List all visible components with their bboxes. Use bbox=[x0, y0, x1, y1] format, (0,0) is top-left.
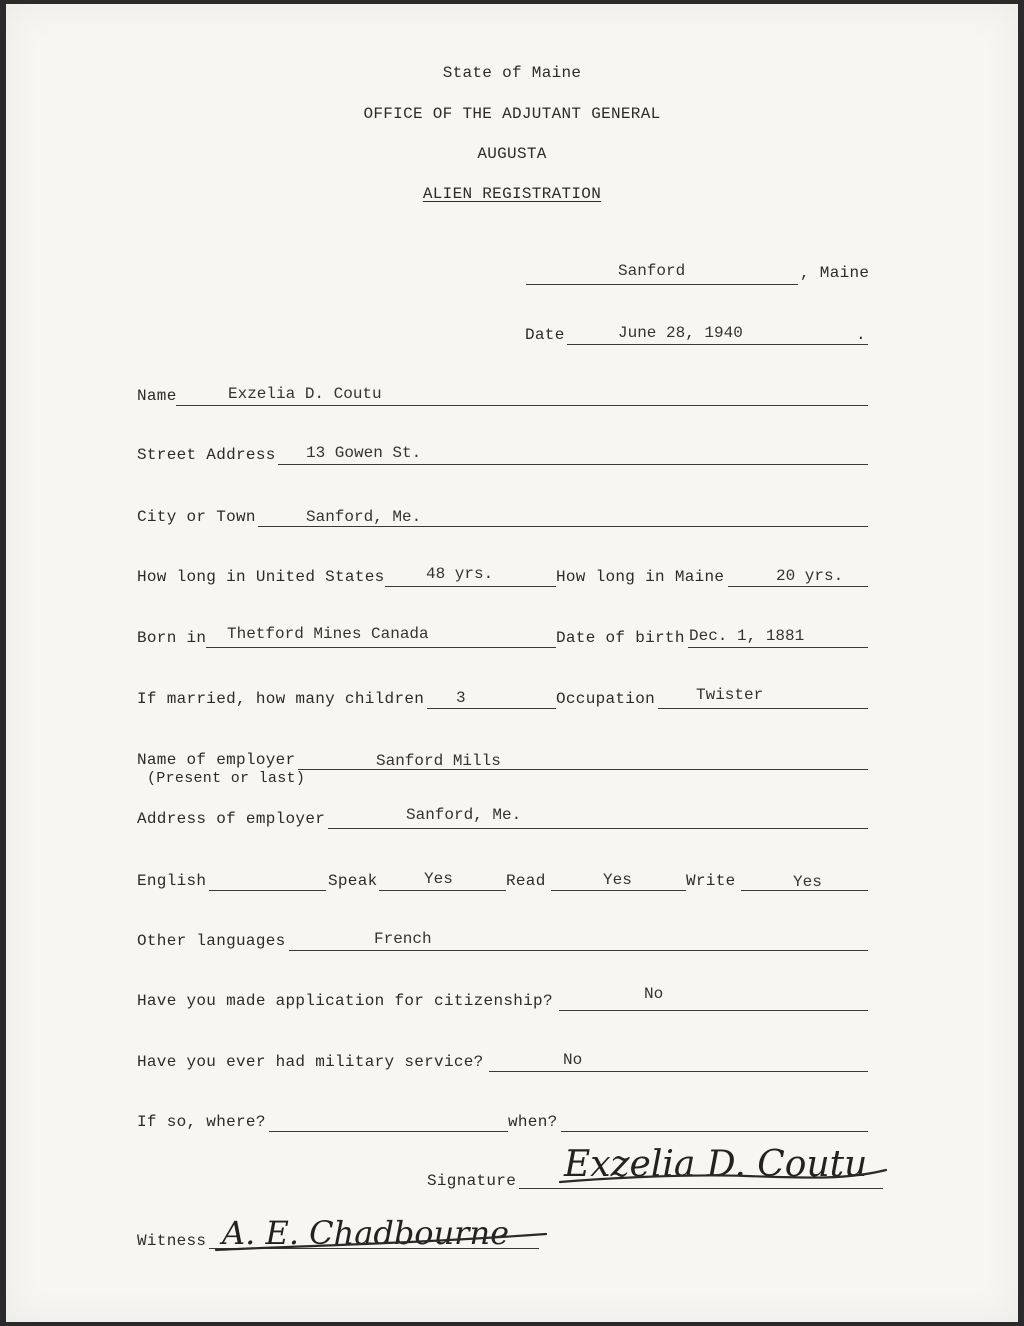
citizenship-value: No bbox=[644, 985, 664, 1003]
employer-value: Sanford Mills bbox=[376, 752, 501, 770]
maine-years-line bbox=[728, 586, 868, 587]
employer-address-line bbox=[328, 828, 868, 829]
date-end: . bbox=[856, 326, 866, 344]
born-value: Thetford Mines Canada bbox=[227, 625, 429, 643]
street-value: 13 Gowen St. bbox=[306, 444, 422, 462]
signature-handwriting-text: Exzelia D. Coutu bbox=[564, 1144, 868, 1185]
witness-handwriting bbox=[206, 1196, 566, 1266]
citizenship-label: Have you made application for citizenship? bbox=[137, 992, 553, 1010]
header-state: State of Maine bbox=[442, 64, 582, 82]
other-languages-value: French bbox=[374, 930, 432, 948]
english-label: English bbox=[137, 872, 207, 890]
place-line bbox=[526, 284, 798, 285]
witness-label: Witness bbox=[137, 1232, 207, 1250]
military-label: Have you ever had military service? bbox=[137, 1053, 484, 1071]
city-value: Sanford, Me. bbox=[306, 508, 422, 526]
employer-label: Name of employer bbox=[137, 751, 296, 769]
dob-label: Date of birth bbox=[556, 629, 685, 647]
write-value: Yes bbox=[793, 873, 822, 891]
street-label: Street Address bbox=[137, 446, 276, 464]
maine-years-value: 20 yrs. bbox=[776, 567, 844, 585]
citizenship-line bbox=[559, 1010, 868, 1011]
header-city: AUGUSTA bbox=[477, 145, 547, 163]
military-value: No bbox=[563, 1051, 583, 1069]
other-languages-line bbox=[289, 950, 868, 951]
date-line bbox=[567, 344, 868, 345]
witness-handwriting-text: A. E. Chadbourne bbox=[222, 1214, 510, 1252]
employer-address-label: Address of employer bbox=[137, 810, 326, 828]
us-years-label: How long in United States bbox=[137, 568, 385, 586]
name-value: Exzelia D. Coutu bbox=[228, 385, 382, 403]
occupation-value: Twister bbox=[696, 686, 764, 704]
dob-value: Dec. 1, 1881 bbox=[689, 627, 805, 645]
dob-line bbox=[688, 647, 868, 648]
form-title: ALIEN REGISTRATION bbox=[422, 185, 602, 203]
read-line bbox=[551, 890, 686, 891]
city-line bbox=[258, 526, 868, 527]
military-line bbox=[489, 1071, 868, 1072]
read-value: Yes bbox=[603, 871, 632, 889]
read-label: Read bbox=[506, 872, 546, 890]
speak-value: Yes bbox=[424, 870, 453, 888]
children-line bbox=[427, 708, 556, 709]
date-value: June 28, 1940 bbox=[618, 324, 743, 342]
occupation-label: Occupation bbox=[556, 690, 656, 708]
signature-label: Signature bbox=[427, 1172, 517, 1190]
us-years-value: 48 yrs. bbox=[426, 565, 494, 583]
occupation-line bbox=[658, 708, 868, 709]
where-label: If so, where? bbox=[137, 1113, 266, 1131]
employer-address-value: Sanford, Me. bbox=[406, 806, 522, 824]
employer-sublabel: (Present or last) bbox=[147, 770, 306, 787]
speak-label: Speak bbox=[328, 872, 378, 890]
speak-line bbox=[379, 890, 506, 891]
signature-handwriting bbox=[546, 1124, 906, 1196]
english-line bbox=[209, 890, 326, 891]
write-label: Write bbox=[686, 872, 736, 890]
date-label: Date bbox=[525, 326, 565, 344]
when-label: when? bbox=[508, 1113, 558, 1131]
place-suffix: , Maine bbox=[800, 264, 870, 282]
maine-years-label: How long in Maine bbox=[556, 568, 725, 586]
children-label: If married, how many children bbox=[137, 690, 425, 708]
children-value: 3 bbox=[456, 689, 466, 707]
where-line bbox=[269, 1131, 508, 1132]
name-line bbox=[176, 405, 868, 406]
name-label: Name bbox=[137, 387, 177, 405]
header-office: OFFICE OF THE ADJUTANT GENERAL bbox=[363, 105, 661, 123]
place-value: Sanford bbox=[618, 262, 686, 280]
city-label: City or Town bbox=[137, 508, 256, 526]
us-years-line bbox=[385, 586, 556, 587]
registration-form bbox=[6, 4, 1018, 1322]
born-label: Born in bbox=[137, 629, 207, 647]
other-languages-label: Other languages bbox=[137, 932, 286, 950]
born-line bbox=[206, 647, 556, 648]
street-line bbox=[278, 464, 868, 465]
